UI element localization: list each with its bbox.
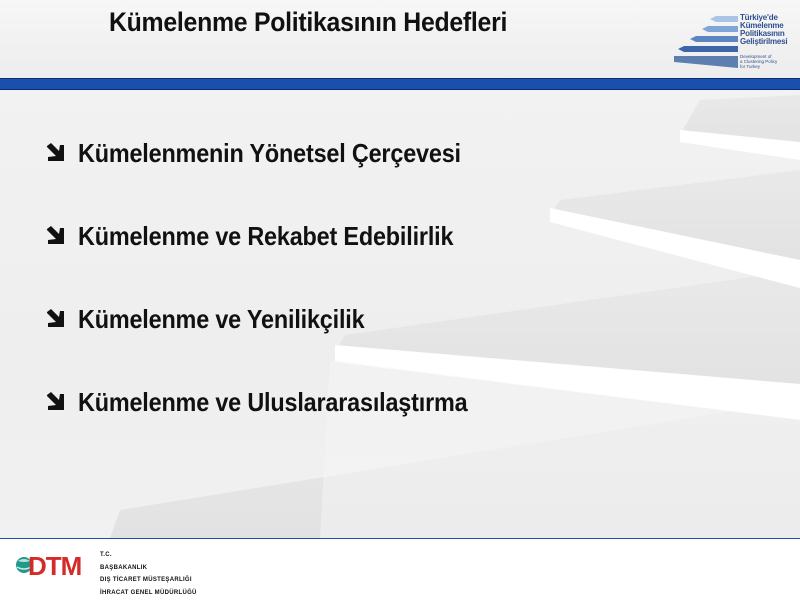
footer-line: T.C. (100, 552, 112, 558)
footer-line: BAŞBAKANLIK (100, 564, 148, 571)
dtm-logo (14, 549, 82, 581)
dtm-logo-text: DTM (28, 551, 82, 581)
slide-footer (0, 538, 800, 600)
arrow-down-right-icon (44, 141, 66, 163)
logo-subtitle-line: a Clustering Policy (740, 59, 778, 64)
stairs-logo-icon (672, 10, 740, 72)
arrow-down-right-icon (44, 224, 66, 246)
footer-line: İHRACAT GENEL MÜDÜRLÜĞÜ (100, 589, 197, 596)
bullet-text: Kümelenme ve Yenilikçilik (78, 304, 365, 334)
slide-title: Kümelenme Politikasının Hedefleri (109, 7, 508, 37)
ministry-info (100, 549, 197, 599)
logo-subtitle-line: Development of (740, 54, 772, 59)
logo-text-line: Kümelenme (740, 21, 784, 30)
logo-subtitle-line: for Turkey (740, 64, 761, 69)
logo-text-line: Politikasının (740, 29, 785, 38)
clustering-policy-logo (672, 10, 796, 76)
logo-text-line: Geliştirilmesi (740, 37, 788, 46)
arrow-down-right-icon (44, 390, 66, 412)
title-accent-bar (0, 78, 800, 90)
bullet-text: Kümelenme ve Uluslararasılaştırma (78, 387, 468, 417)
logo-text-line: Türkiye'de (740, 13, 778, 22)
bullet-text: Kümelenme ve Rekabet Edebilirlik (78, 221, 454, 251)
bullet-text: Kümelenmenin Yönetsel Çerçevesi (78, 138, 461, 168)
footer-line: DIŞ TİCARET MÜSTEŞARLIĞI (100, 577, 192, 583)
arrow-down-right-icon (44, 307, 66, 329)
slide-header (0, 0, 800, 78)
